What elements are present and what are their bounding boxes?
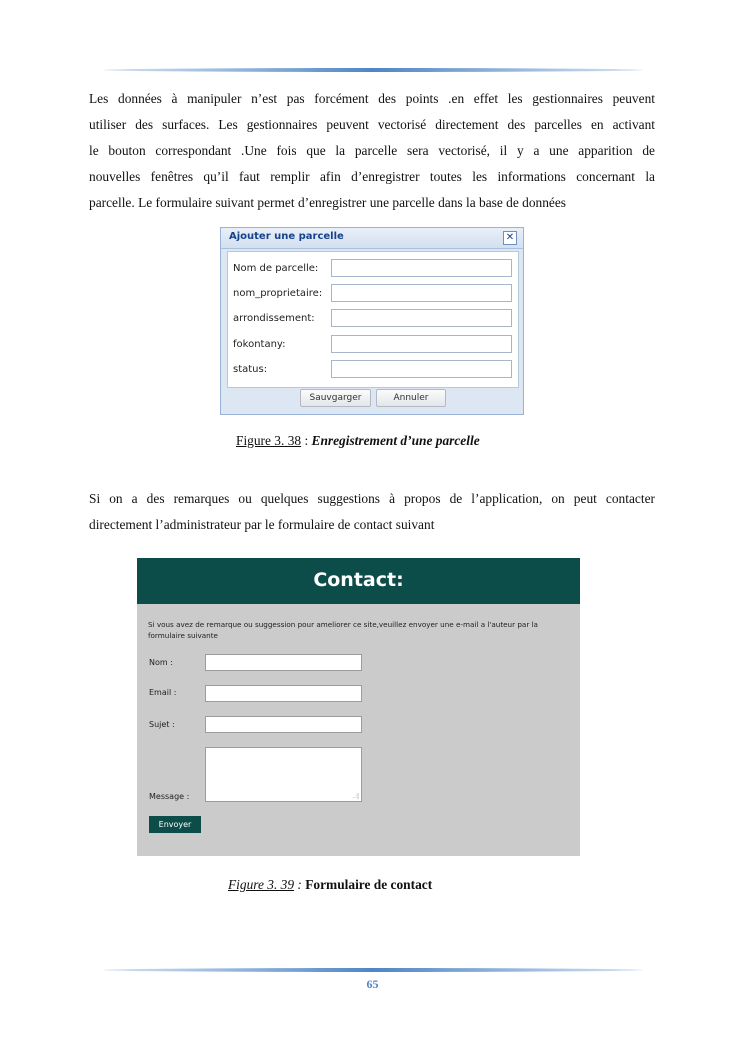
contact-title: Contact: xyxy=(313,569,404,591)
figure-ref: Figure 3. 38 xyxy=(236,433,302,448)
add-parcel-dialog xyxy=(220,227,524,415)
caption-separator: : xyxy=(294,877,306,892)
name-label: Nom : xyxy=(149,658,173,667)
figure-title: Enregistrement d’une parcelle xyxy=(311,433,480,448)
figure-caption xyxy=(236,433,480,449)
paragraph-line: directement l’administrateur par le formulaire de contact suivant xyxy=(89,517,435,532)
footer-rule xyxy=(103,968,643,972)
caption-separator: : xyxy=(301,433,312,448)
save-button[interactable]: Sauvgarger xyxy=(300,389,371,407)
contact-form xyxy=(137,558,580,856)
district-input[interactable] xyxy=(331,309,512,327)
email-label: Email : xyxy=(149,688,177,697)
send-button[interactable]: Envoyer xyxy=(149,816,201,833)
status-input[interactable] xyxy=(331,360,512,378)
parcel-name-label: Nom de parcelle: xyxy=(233,263,319,274)
field-row-parcel-name xyxy=(233,259,513,279)
paragraph-line: Si on a des remarques ou quelques suggestions à propos de l’application, on peut contacter xyxy=(89,491,655,506)
dialog-form xyxy=(227,251,519,388)
field-row-status xyxy=(233,360,513,380)
message-textarea[interactable] xyxy=(205,747,362,802)
figure-title: Formulaire de contact xyxy=(305,877,433,892)
paragraph-line: le bouton correspondant .Une fois que la parcelle sera vectorisé, il y a une apparition de xyxy=(89,143,655,158)
paragraph-line: nouvelles fenêtres qu’il faut remplir afin d’enregistrer toutes les informations concernant la xyxy=(89,169,655,184)
contact-header xyxy=(137,558,580,604)
figure-caption xyxy=(228,877,432,893)
field-row-owner-name xyxy=(233,284,513,304)
fokontany-label: fokontany: xyxy=(233,339,286,350)
paragraph-contact xyxy=(89,486,655,538)
owner-name-input[interactable] xyxy=(331,284,512,302)
subject-input[interactable] xyxy=(205,716,362,733)
paragraph-intro xyxy=(89,86,655,216)
dialog-title: Ajouter une parcelle xyxy=(229,231,344,242)
message-label: Message : xyxy=(149,792,190,801)
district-label: arrondissement: xyxy=(233,313,315,324)
status-label: status: xyxy=(233,364,268,375)
header-rule xyxy=(103,68,643,72)
paragraph-line: Les données à manipuler n’est pas forcément des points .en effet les gestionnaires peuvent xyxy=(89,91,655,106)
field-row-fokontany xyxy=(233,335,513,355)
paragraph-line: parcelle. Le formulaire suivant permet d’enregistrer une parcelle dans la base de données xyxy=(89,195,567,210)
email-input[interactable] xyxy=(205,685,362,702)
field-row-district xyxy=(233,309,513,329)
fokontany-input[interactable] xyxy=(331,335,512,353)
paragraph-line: utiliser des surfaces. Les gestionnaires peuvent vectorisé directement des parcelles en activant xyxy=(89,117,655,132)
figure-ref: Figure 3. 39 xyxy=(228,877,295,892)
owner-name-label: nom_proprietaire: xyxy=(233,288,323,299)
cancel-button[interactable]: Annuler xyxy=(376,389,446,407)
parcel-name-input[interactable] xyxy=(331,259,512,277)
name-input[interactable] xyxy=(205,654,362,671)
subject-label: Sujet : xyxy=(149,720,175,729)
contact-intro: Si vous avez de remarque ou suggession pour ameliorer ce site,veuillez envoyer une e-mail a l'auteur par la formulaire suivante xyxy=(148,620,538,640)
dialog-header xyxy=(221,228,523,249)
close-icon[interactable]: ✕ xyxy=(503,231,517,245)
resize-grip-icon[interactable]: .:| xyxy=(353,793,359,800)
page-number: 65 xyxy=(366,977,379,991)
